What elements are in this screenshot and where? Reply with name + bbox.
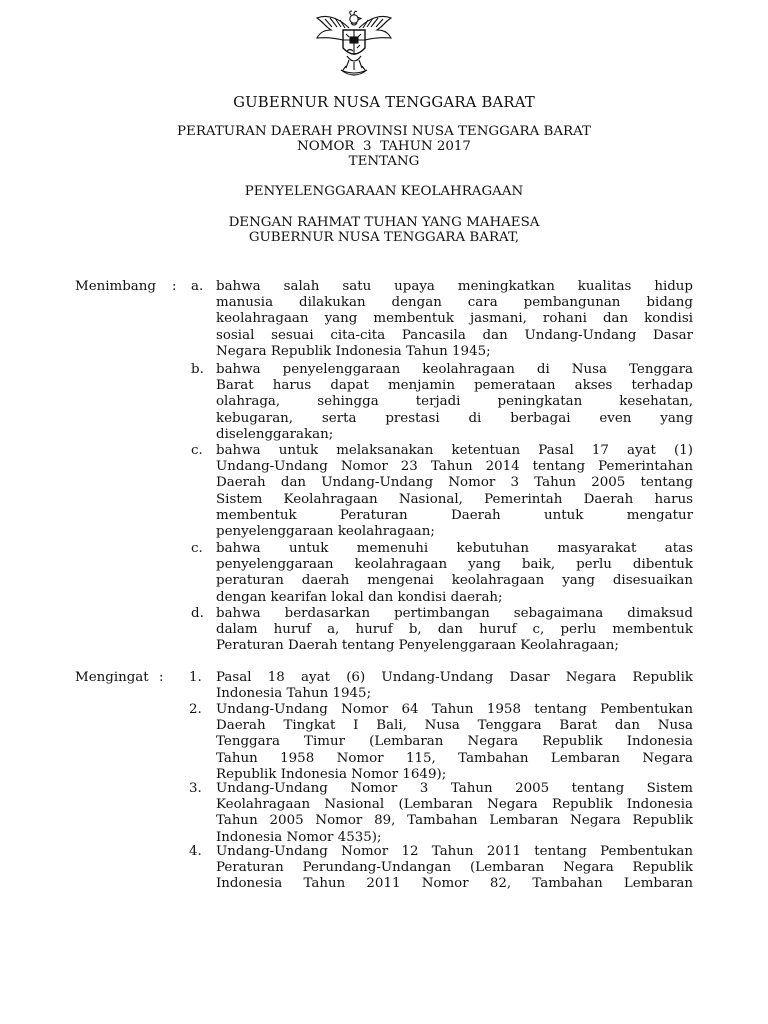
governor-closing-title: GUBERNUR NUSA TENGGARA BARAT, [248,230,520,245]
item-line: Undang-Undang Nomor 64 Tahun 1958 tentang Pembentukan [216,702,693,717]
item-line: olahraga, sehingga terjadi peningkatan kesehatan, [216,394,693,410]
item-line: Indonesia Tahun 2011 Nomor 82, Tambahan Lembaran [216,876,693,892]
regulation-subject: PENYELENGGARAAN KEOLAHRAGAAN [244,184,524,199]
mengingat-item-3 [216,781,693,846]
menimbang-label: Menimbang [75,279,156,294]
item-line: Pasal 18 ayat (6) Undang-Undang Dasar Negara Republik [216,670,693,685]
item-line: Peraturan Perundang-Undangan (Lembaran Negara Republik [216,860,693,876]
item-line: Indonesia Nomor 4535); [216,829,382,845]
item-line: sosial sesuai cita-cita Pancasila dan Undang-Undang Dasar [216,327,693,343]
menimbang-marker-a: a. [191,279,204,294]
menimbang-marker-b: b. [191,362,204,377]
regulation-title: PERATURAN DAERAH PROVINSI NUSA TENGGARA BARAT [177,124,591,139]
item-line: manusia dilakukan dengan cara pembangunan bidang [216,295,693,311]
mengingat-marker-3: 3. [189,781,202,796]
item-line: dengan kearifan lokal dan kondisi daerah; [216,589,503,605]
mengingat-marker-1: 1. [189,670,202,685]
item-line: Daerah Tingkat I Bali, Nusa Tenggara Barat dan Nusa [216,718,693,734]
item-line: membentuk Peraturan Daerah untuk mengatur [216,507,693,523]
mengingat-label: Mengingat [75,670,149,685]
menimbang-colon: : [172,279,177,294]
item-line: bahwa untuk memenuhi kebutuhan masyarakat atas [216,541,693,556]
item-line: keolahragaan yang membentuk jasmani, rohani dan kondisi [216,311,693,327]
mengingat-item-1 [216,670,693,702]
item-line: Daerah dan Undang-Undang Nomor 3 Tahun 2005 tentang [216,475,693,491]
item-line: penyelenggaraan keolahragaan; [216,523,435,539]
item-line: Republik Indonesia Nomor 1649); [216,766,447,782]
item-line: bahwa untuk melaksanakan ketentuan Pasal 17 ayat (1) [216,443,693,458]
document-governor-title: GUBERNUR NUSA TENGGARA BARAT [233,94,535,111]
regulation-number: NOMOR 3 TAHUN 2017 [297,139,471,154]
mengingat-marker-4: 4. [189,844,202,859]
item-line: Negara Republik Indonesia Tahun 1945; [216,343,491,359]
menimbang-item-c2 [216,541,693,606]
item-line: Tenggara Timur (Lembaran Negara Republik Indonesia [216,734,693,750]
regulation-about: TENTANG [348,154,420,169]
menimbang-marker-c2: c. [191,541,203,556]
item-line: Sistem Keolahragaan Nasional, Pemerintah Daerah harus [216,491,693,507]
mengingat-item-2 [216,702,693,783]
menimbang-marker-d: d. [191,606,204,621]
item-line: kebugaran, serta prestasi di berbagai even yang [216,410,693,426]
item-line: Undang-Undang Nomor 23 Tahun 2014 tentang Pemerintahan [216,459,693,475]
item-line: bahwa berdasarkan pertimbangan sebagaimana dimaksud [216,606,693,621]
mengingat-item-4 [216,844,693,893]
menimbang-item-d [216,606,693,655]
item-line: peraturan daerah mengenai keolahragaan yang disesuaikan [216,573,693,589]
menimbang-item-a [216,279,693,360]
item-line: bahwa penyelenggaraan keolahragaan di Nusa Tenggara [216,362,693,377]
item-line: Indonesia Tahun 1945; [216,686,372,702]
item-line: bahwa salah satu upaya meningkatkan kualitas hidup [216,279,693,294]
item-line: diselenggarakan; [216,426,334,442]
item-line: Peraturan Daerah tentang Penyelenggaraan Keolahragaan; [216,638,619,654]
item-line: Barat harus dapat menjamin pemerataan akses terhadap [216,378,693,394]
garuda-emblem-icon [313,10,395,82]
item-line: Undang-Undang Nomor 3 Tahun 2005 tentang Sistem [216,781,693,796]
mengingat-marker-2: 2. [189,702,202,717]
menimbang-marker-c: c. [191,443,203,458]
mengingat-colon: : [159,670,164,685]
item-line: penyelenggaraan keolahragaan yang baik, perlu dibentuk [216,557,693,573]
item-line: Tahun 1958 Nomor 115, Tambahan Lembaran Negara [216,750,693,766]
item-line: Keolahragaan Nasional (Lembaran Negara Republik Indonesia [216,797,693,813]
menimbang-item-b [216,362,693,443]
item-line: Tahun 2005 Nomor 89, Tambahan Lembaran Negara Republik [216,813,693,829]
item-line: dalam huruf a, huruf b, dan huruf c, perlu membentuk [216,622,693,638]
menimbang-item-c [216,443,693,540]
item-line: Undang-Undang Nomor 12 Tahun 2011 tentang Pembentukan [216,844,693,859]
blessing-line: DENGAN RAHMAT TUHAN YANG MAHAESA [228,215,540,230]
